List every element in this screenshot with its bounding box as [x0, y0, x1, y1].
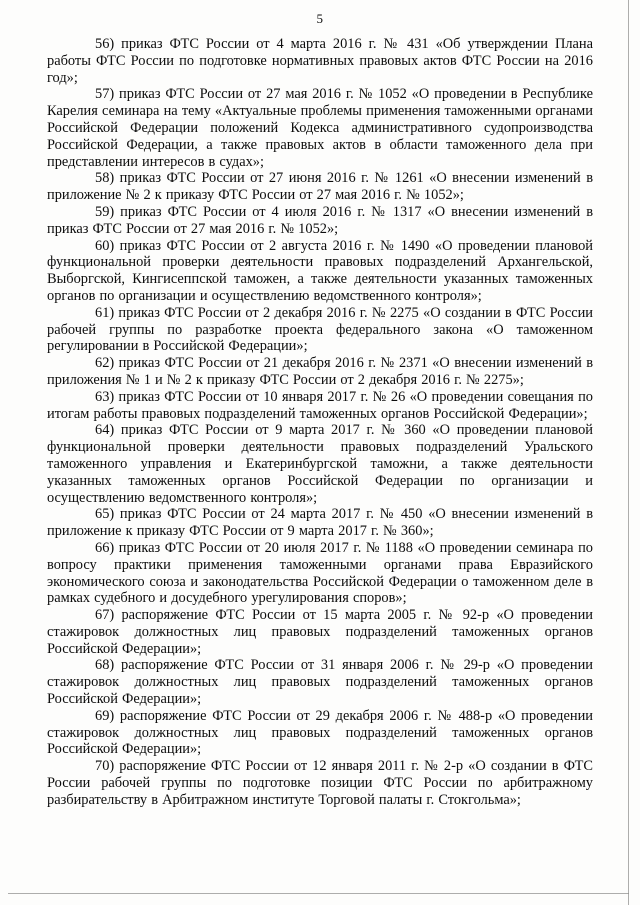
list-item: 62) приказ ФТС России от 21 декабря 2016 г. № 2371 «О внесении изменений в приложения № 1 и № 2 к приказу ФТС России от 2 декабря 2016 г. № 2275»; [47, 355, 593, 388]
list-item: 67) распоряжение ФТС России от 15 марта 2005 г. № 92-р «О проведении стажировок должностных лиц правовых подразделений таможенных органов Российской Федерации»; [47, 607, 593, 657]
list-item: 69) распоряжение ФТС России от 29 декабря 2006 г. № 488-р «О проведении стажировок должностных лиц правовых подразделений таможенных органов Российской Федерации»; [47, 707, 593, 758]
list-item: 57) приказ ФТС России от 27 мая 2016 г. № 1052 «О проведении в Республике Карелия семинара на тему «Актуальные проблемы применения таможенными органами Российской Федерации положений Кодекса административного судопроизводства Российской Федерации, а также правовых актов в области таможенного дела при представлении интересов в судах»; [47, 86, 593, 170]
scan-border-right [628, 0, 629, 905]
list-item: 61) приказ ФТС России от 2 декабря 2016 г. № 2275 «О создании в ФТС России рабочей группы по разработке проекта федерального закона «О таможенном регулировании в Российской Федерации»; [47, 304, 593, 355]
scan-border-bottom [8, 893, 629, 894]
list-item: 60) приказ ФТС России от 2 августа 2016 г. № 1490 «О проведении плановой функциональной проверки деятельности правовых подразделений Архангельской, Выборгской, Кингисеппской таможен, а также деятельности указанных таможенных органов по организации и осуществлению ведомственного контроля»; [47, 237, 593, 304]
list-item: 68) распоряжение ФТС России от 31 января 2006 г. № 29-р «О проведении стажировок должностных лиц правовых подразделений таможенных органов Российской Федерации»; [47, 657, 593, 708]
list-item: 63) приказ ФТС России от 10 января 2017 г. № 26 «О проведении совещания по итогам работы правовых подразделений таможенных органов Российской Федерации»; [47, 388, 593, 422]
list-item: 64) приказ ФТС России от 9 марта 2017 г. № 360 «О проведении плановой функциональной проверки деятельности правовых подразделений Уральского таможенного управления и Екатеринбургской таможни, а также деятельности указанных таможенных органов Российской Федерации по организации и осуществлению ведомственного контроля»; [47, 422, 593, 506]
document-body [47, 36, 593, 809]
list-item: 66) приказ ФТС России от 20 июля 2017 г. № 1188 «О проведении семинара по вопросу практики применения таможенными органами права Евразийского экономического союза и законодательства Российской Федерации о таможенном деле в рамках судебного и досудебного урегулирования споров»; [47, 539, 593, 607]
list-item: 65) приказ ФТС России от 24 марта 2017 г. № 450 «О внесении изменений в приложение к приказу ФТС России от 9 марта 2017 г. № 360»; [47, 506, 593, 540]
list-item: 70) распоряжение ФТС России от 12 января 2011 г. № 2-р «О создании в ФТС России рабочей группы по подготовке позиции ФТС России по арбитражному разбирательству в Арбитражном институте Торговой палаты г. Стокгольма»; [47, 758, 593, 808]
page-number: 5 [316, 11, 324, 26]
list-item: 59) приказ ФТС России от 4 июля 2016 г. № 1317 «О внесении изменений в приказ ФТС России от 27 мая 2016 г. № 1052»; [47, 203, 593, 237]
list-item: 56) приказ ФТС России от 4 марта 2016 г. № 431 «Об утверждении Плана работы ФТС России по подготовке нормативных правовых актов ФТС России на 2016 год»; [47, 36, 593, 86]
list-item: 58) приказ ФТС России от 27 июня 2016 г. № 1261 «О внесении изменений в приложение № 2 к приказу ФТС России от 27 мая 2016 г. № 1052»; [47, 170, 593, 204]
